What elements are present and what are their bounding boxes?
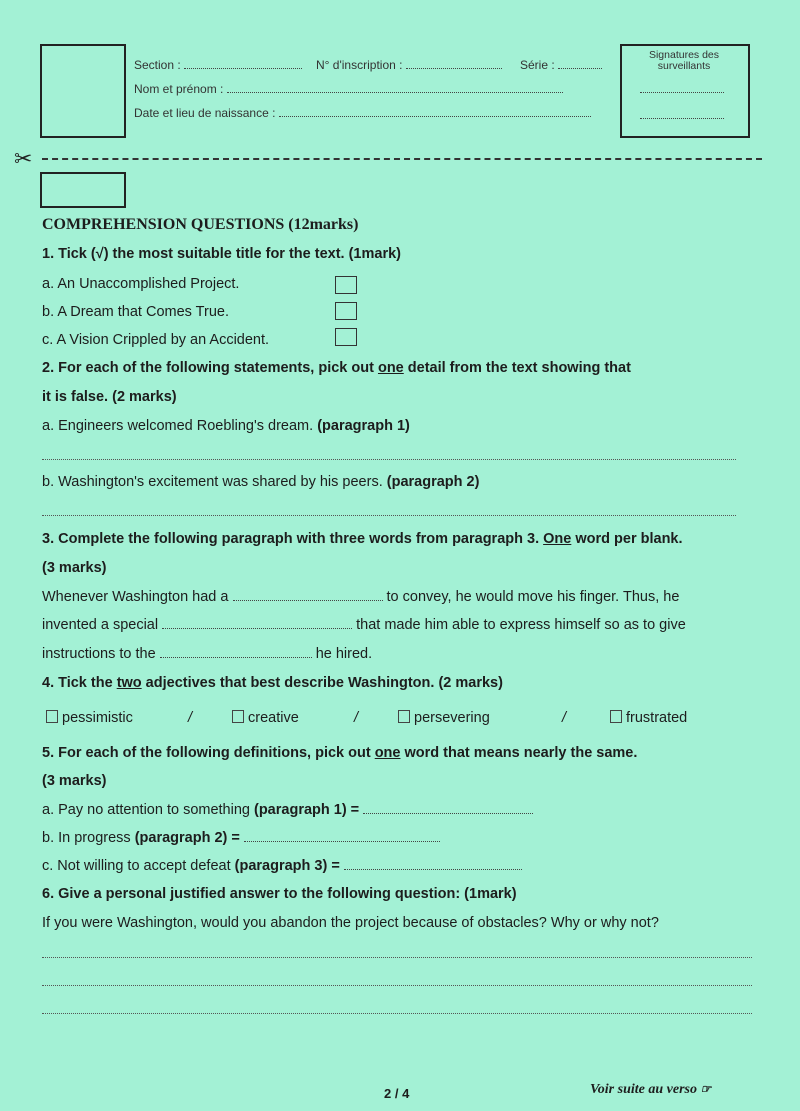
scissors-icon: ✂ <box>14 146 33 171</box>
signatures-title: Signatures des surveillants <box>648 49 720 72</box>
q4-separator-1: / <box>188 710 193 726</box>
page-number: 2 / 4 <box>384 1086 410 1101</box>
q1-checkbox-b[interactable] <box>335 302 357 320</box>
q5-answer-c[interactable] <box>344 859 522 870</box>
q6-answer-line-1[interactable] <box>42 956 752 958</box>
pointing-hand-icon: ☞ <box>700 1082 712 1096</box>
q3-prompt-line1 <box>42 531 683 547</box>
q3-sentence-2 <box>42 617 686 633</box>
q2-prompt-line2: it is false. (2 marks) <box>42 389 177 405</box>
cut-line <box>42 158 762 160</box>
verso-note <box>590 1082 711 1098</box>
q5-item-c <box>42 858 522 874</box>
section-title: COMPREHENSION QUESTIONS (12marks) <box>42 216 359 233</box>
q6-prompt: 6. Give a personal justified answer to the following question: (1mark) <box>42 886 517 902</box>
q6-question: If you were Washington, would you abandon the project because of obstacles? Why or why not? <box>42 915 659 931</box>
q3-s1-post: to convey, he would move his finger. Thus, he <box>382 589 680 605</box>
q3-sentence-1 <box>42 589 679 605</box>
q2-prompt-post: detail from the text showing that <box>403 360 631 376</box>
photo-box <box>40 44 126 138</box>
q5-prompt-underlined: one <box>374 745 401 761</box>
q4-checkbox-frustrated[interactable] <box>610 710 622 723</box>
nom-field[interactable] <box>134 82 563 96</box>
verso-text: Voir suite au verso <box>590 1082 697 1097</box>
q4-option-persevering[interactable] <box>398 710 490 726</box>
naissance-label: Date et lieu de naissance : <box>134 106 276 120</box>
q1-option-a: a. An Unaccomplished Project. <box>42 276 240 292</box>
q1-checkbox-a[interactable] <box>335 276 357 294</box>
q5-c-text: c. Not willing to accept defeat <box>42 858 235 874</box>
q4-label-persevering: persevering <box>414 710 490 726</box>
q2-answer-a[interactable] <box>42 458 736 460</box>
q4-checkbox-creative[interactable] <box>232 710 244 723</box>
q4-prompt-pre: 4. Tick the <box>42 675 117 691</box>
inscription-label: N° d'inscription : <box>316 58 403 72</box>
q1-option-b: b. A Dream that Comes True. <box>42 304 229 320</box>
signature-line-1 <box>640 92 724 93</box>
q2-prompt-line1 <box>42 360 631 376</box>
q5-prompt-pre: 5. For each of the following definitions, pick out <box>42 745 375 761</box>
q4-prompt-underlined: two <box>116 675 142 691</box>
q3-marks: (3 marks) <box>42 560 107 576</box>
q3-s2-post: that made him able to express himself so as to give <box>352 617 686 633</box>
q5-item-b <box>42 830 440 846</box>
q5-prompt-post: word that means nearly the same. <box>400 745 638 761</box>
q5-answer-a[interactable] <box>363 803 533 814</box>
serie-label: Série : <box>520 58 555 72</box>
signature-line-2 <box>640 118 724 119</box>
q4-separator-3: / <box>562 710 567 726</box>
q2-prompt-pre: 2. For each of the following statements, pick out <box>42 360 378 376</box>
q2-b-ref: (paragraph 2) <box>386 474 480 490</box>
inscription-field[interactable] <box>316 58 502 72</box>
q1-prompt: 1. Tick (√) the most suitable title for the text. (1mark) <box>42 246 401 262</box>
q3-prompt-post: word per blank. <box>571 531 683 547</box>
q6-answer-line-2[interactable] <box>42 984 752 986</box>
q3-blank-2[interactable] <box>162 618 352 629</box>
q5-item-a <box>42 802 533 818</box>
q4-prompt-post: adjectives that best describe Washington. (2 marks) <box>141 675 503 691</box>
q1-checkbox-c[interactable] <box>335 328 357 346</box>
q3-prompt-pre: 3. Complete the following paragraph with three words from paragraph 3. <box>42 531 544 547</box>
naissance-field[interactable] <box>134 106 591 120</box>
q6-answer-line-3[interactable] <box>42 1012 752 1014</box>
section-field[interactable] <box>134 58 302 72</box>
q4-separator-2: / <box>354 710 359 726</box>
q5-c-ref: (paragraph 3) = <box>234 858 340 874</box>
q3-s2-pre: invented a special <box>42 617 163 633</box>
q2-item-b <box>42 474 479 490</box>
q3-s3-post: he hired. <box>311 646 373 662</box>
q4-label-frustrated: frustrated <box>626 710 688 726</box>
q2-item-a <box>42 418 410 434</box>
q5-prompt-line1 <box>42 745 637 761</box>
q5-b-text: b. In progress <box>42 830 135 846</box>
q3-blank-1[interactable] <box>233 590 383 601</box>
q4-label-pessimistic: pessimistic <box>62 710 133 726</box>
serie-field[interactable] <box>520 58 602 72</box>
q2-a-ref: (paragraph 1) <box>317 418 410 434</box>
q4-checkbox-persevering[interactable] <box>398 710 410 723</box>
q3-sentence-3 <box>42 646 372 662</box>
q4-prompt <box>42 675 503 691</box>
q2-prompt-underlined: one <box>377 360 404 376</box>
q3-blank-3[interactable] <box>160 647 312 658</box>
q5-a-ref: (paragraph 1) = <box>254 802 360 818</box>
q5-b-ref: (paragraph 2) = <box>134 830 240 846</box>
q2-b-text: b. Washington's excitement was shared by his peers. <box>42 474 387 490</box>
nom-label: Nom et prénom : <box>134 82 224 96</box>
q4-label-creative: creative <box>248 710 299 726</box>
q4-checkbox-pessimistic[interactable] <box>46 710 58 723</box>
q3-s3-pre: instructions to the <box>42 646 160 662</box>
q3-prompt-underlined: One <box>543 531 572 547</box>
q5-marks: (3 marks) <box>42 773 107 789</box>
q5-answer-b[interactable] <box>244 831 440 842</box>
q5-a-text: a. Pay no attention to something <box>42 802 254 818</box>
q3-s1-pre: Whenever Washington had a <box>42 589 233 605</box>
q2-a-text: a. Engineers welcomed Roebling's dream. <box>42 418 318 434</box>
q4-option-pessimistic[interactable] <box>46 710 133 726</box>
grade-box <box>40 172 126 208</box>
q4-option-creative[interactable] <box>232 710 299 726</box>
q2-answer-b[interactable] <box>42 514 736 516</box>
q1-option-c: c. A Vision Crippled by an Accident. <box>42 332 270 348</box>
q4-option-frustrated[interactable] <box>610 710 687 726</box>
section-label: Section : <box>134 58 181 72</box>
